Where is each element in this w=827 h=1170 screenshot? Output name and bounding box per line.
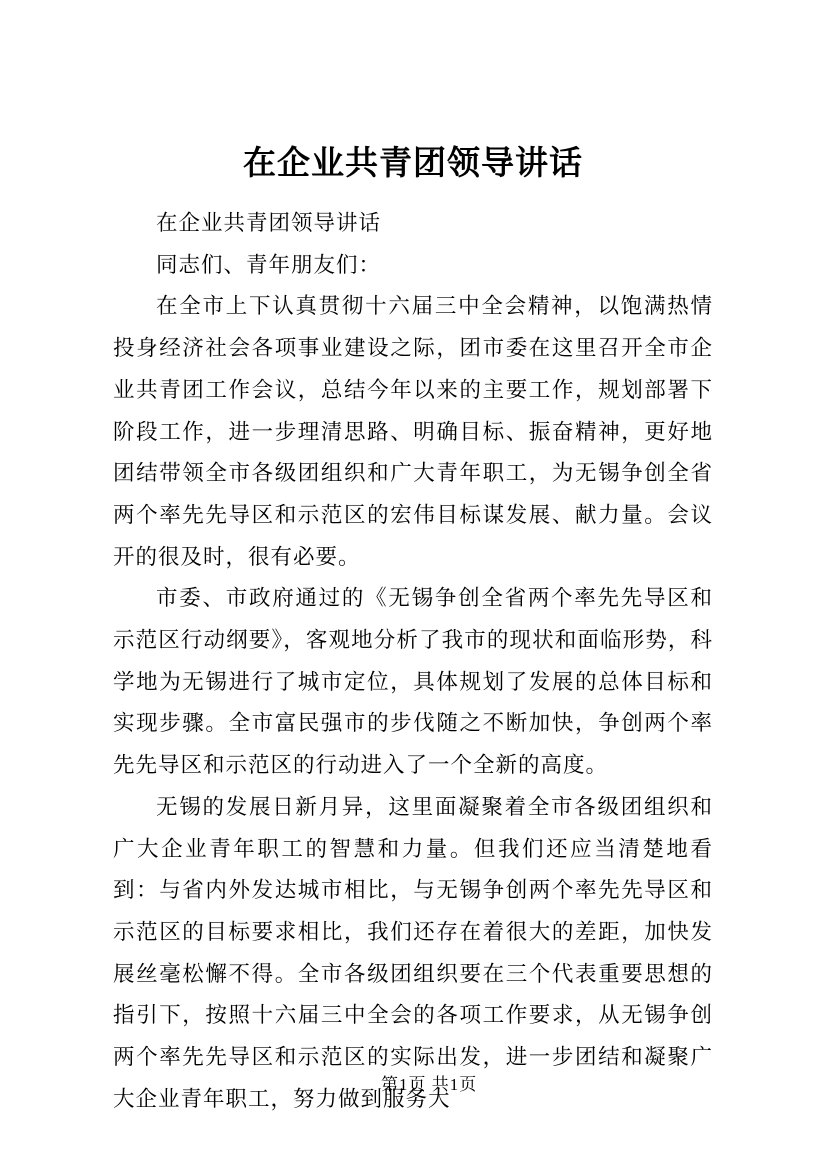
paragraph-body-3: 无锡的发展日新月异，这里面凝聚着全市各级团组织和广大企业青年职工的智慧和力量。但我们还应当清楚地看到：与省内外发达城市相比，与无锡争创两个率先先导区和示范区的目标要求相比，我们还存在着很大的差距，加快发展丝毫松懈不得。全市各级团组织要在三个代表重要思想的指引下，按照十六届三中全会的各项工作要求，从无锡争创两个率先先导区和示范区的实际出发，进一步团结和凝聚广大企业青年职工，努力做到服务大 <box>113 794 713 1111</box>
paragraph-repeated-title: 在企业共青团领导讲话 <box>156 211 382 235</box>
document-body <box>113 140 713 1120</box>
paragraph-body-2: 市委、市政府通过的《无锡争创全省两个率先先导区和示范区行动纲要》，客观地分析了我市的现状和面临形势，科学地为无锡进行了城市定位，具体规划了发展的总体目标和实现步骤。全市富民强市的步伐随之不断加快，争创两个率先先导区和示范区的行动进入了一个全新的高度。 <box>113 586 713 778</box>
paragraph-salutation: 同志们、青年朋友们： <box>156 252 382 277</box>
page-number-indicator: 第1页 共1页 <box>381 1075 478 1094</box>
document-title: 在企业共青团领导讲话 <box>243 146 583 182</box>
paragraph-body-1: 在全市上下认真贯彻十六届三中全会精神，以饱满热情投身经济社会各项事业建设之际，团市委在这里召开全市企业共青团工作会议，总结今年以来的主要工作，规划部署下阶段工作，进一步理清思路、明确目标、振奋精神，更好地团结带领全市各级团组织和广大青年职工，为无锡争创全省两个率先先导区和示范区的宏伟目标谋发展、献力量。会议开的很及时，很有必要。 <box>113 294 713 569</box>
